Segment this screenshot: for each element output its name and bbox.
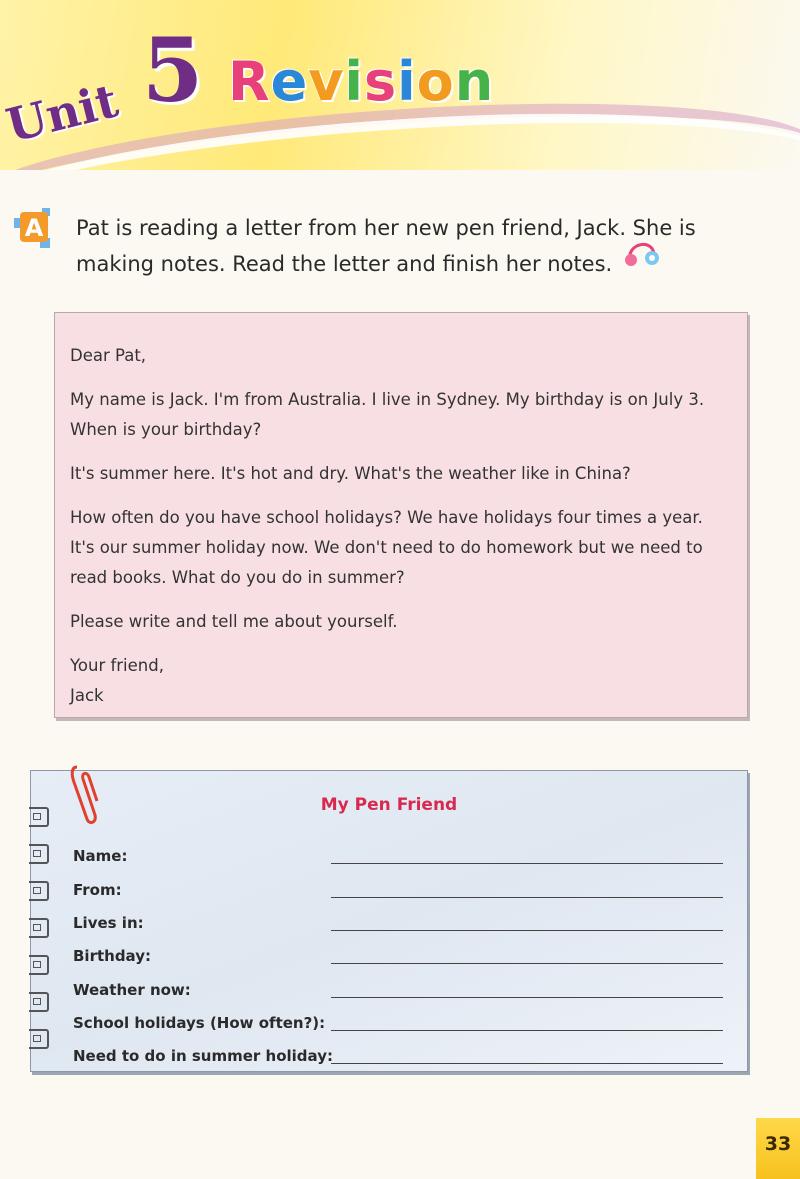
- instruction-text: Pat is reading a letter from her new pen friend, Jack. She is making notes. Read the letter and finish her notes.: [76, 216, 696, 276]
- letter-paragraph: It's summer here. It's hot and dry. What's the weather like in China?: [70, 464, 631, 483]
- title-letter: i: [397, 50, 417, 113]
- section-a-badge: [10, 204, 56, 250]
- unit-label: Unit: [1, 73, 124, 153]
- notes-row-name: [73, 847, 733, 871]
- answer-line[interactable]: [331, 863, 723, 864]
- title-letter: i: [344, 50, 364, 113]
- answer-line[interactable]: [331, 930, 723, 931]
- title-letter: o: [416, 50, 455, 113]
- field-label: Birthday:: [73, 947, 151, 965]
- field-label: School holidays (How often?):: [73, 1014, 326, 1032]
- unit-number: 5: [142, 18, 204, 122]
- notes-card: [30, 770, 748, 1072]
- revision-title: [228, 50, 494, 113]
- field-label: Lives in:: [73, 914, 144, 932]
- unit-banner: [0, 0, 800, 170]
- letter-signature: Jack: [70, 686, 104, 705]
- letter-paragraph: My name is Jack. I'm from Australia. I live in Sydney. My birthday is on July 3. When is your birthday?: [70, 390, 705, 439]
- notes-row-lives-in: [73, 914, 733, 938]
- letter-paragraph: Please write and tell me about yourself.: [70, 612, 398, 631]
- letter-card: [54, 312, 748, 718]
- field-label: Weather now:: [73, 981, 191, 999]
- field-label: From:: [73, 881, 122, 899]
- notes-title: My Pen Friend: [320, 795, 458, 815]
- headphones-icon[interactable]: [622, 236, 662, 272]
- answer-line[interactable]: [331, 1063, 723, 1064]
- title-letter: v: [308, 50, 345, 113]
- answer-line[interactable]: [331, 963, 723, 964]
- title-letter: e: [270, 50, 309, 113]
- letter-closing: Your friend,: [70, 656, 164, 675]
- title-letter: n: [454, 50, 495, 113]
- notes-row-birthday: [73, 947, 733, 971]
- field-label: Name:: [73, 847, 128, 865]
- title-letter: s: [363, 50, 398, 113]
- notes-row-weather: [73, 981, 733, 1005]
- notes-row-school-holidays: [73, 1014, 733, 1038]
- notes-row-summer-need: [73, 1047, 733, 1071]
- title-letter: R: [228, 50, 271, 113]
- paperclip-icon: [67, 761, 103, 827]
- answer-line[interactable]: [331, 1030, 723, 1031]
- page-number: 33: [756, 1118, 800, 1179]
- answer-line[interactable]: [331, 897, 723, 898]
- notes-row-from: [73, 881, 733, 905]
- letter-paragraph: How often do you have school holidays? We have holidays four times a year. It's our summer holiday now. We don't need to do homework but we need to read books. What do you do in summer?: [70, 508, 703, 587]
- answer-line[interactable]: [331, 997, 723, 998]
- field-label: Need to do in summer holiday:: [73, 1047, 333, 1065]
- letter-greeting: Dear Pat,: [70, 346, 147, 365]
- section-a-letter: A: [24, 214, 44, 242]
- spiral-binding: [29, 807, 53, 1066]
